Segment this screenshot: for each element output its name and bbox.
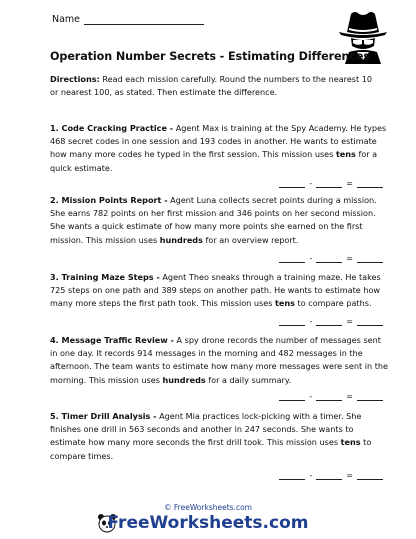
- answer-blank[interactable]: [316, 254, 342, 263]
- mission-title: 3. Training Maze Steps -: [50, 272, 160, 282]
- mission-title: 5. Timer Drill Analysis -: [50, 411, 157, 421]
- mission-body: A spy drone records the number of messages sent in one day. It records 914 messages in the morning and 482 messages in the afternoon. The team wants to estimate how many more messages were sent in the morning. This mission uses: [50, 335, 388, 385]
- answer-blank[interactable]: [316, 392, 342, 401]
- directions-text: Read each mission carefully. Round the numbers to the nearest 10 or nearest 100, as stated. Then estimate the difference.: [50, 74, 373, 98]
- answer-blank[interactable]: [279, 471, 305, 480]
- mission-place: hundreds: [162, 374, 206, 385]
- answer-row-4: [279, 392, 383, 401]
- mission-3: [50, 271, 390, 311]
- answer-blank[interactable]: [357, 254, 383, 263]
- equals-sign: =: [346, 254, 353, 263]
- mission-1: [50, 122, 390, 175]
- mission-tail: for an overview report.: [205, 234, 299, 245]
- answer-blank[interactable]: [279, 254, 305, 263]
- answer-row-2: [279, 254, 383, 263]
- equals-sign: =: [346, 317, 353, 326]
- equals-sign: =: [346, 471, 353, 480]
- footer-url[interactable]: © FreeWorksheets.com: [164, 503, 252, 512]
- name-label: Name: [52, 14, 81, 25]
- minus-sign: -: [309, 392, 313, 401]
- mission-4: [50, 334, 390, 387]
- minus-sign: -: [309, 471, 313, 480]
- mission-title: 4. Message Traffic Review -: [50, 335, 174, 345]
- minus-sign: -: [309, 317, 313, 326]
- equals-sign: =: [346, 392, 353, 401]
- mission-5: [50, 410, 390, 463]
- answer-row-1: [279, 179, 383, 188]
- mission-body: Agent Mia practices lock-picking with a timer. She finishes one drill in 563 seconds and another in 247 seconds. She wants to estimate how many more seconds the first drill took. This mission uses: [50, 411, 362, 448]
- mission-2: [50, 194, 390, 247]
- answer-blank[interactable]: [316, 317, 342, 326]
- answer-blank[interactable]: [357, 471, 383, 480]
- mission-title: 2. Mission Points Report -: [50, 195, 168, 205]
- minus-sign: -: [309, 179, 313, 188]
- answer-blank[interactable]: [279, 317, 305, 326]
- equals-sign: =: [346, 179, 353, 188]
- answer-blank[interactable]: [357, 392, 383, 401]
- name-line[interactable]: [84, 13, 204, 25]
- mission-tail: for a quick estimate.: [50, 149, 378, 173]
- directions: [50, 73, 380, 99]
- worksheet-title: Operation Number Secrets - Estimating Differences: [50, 50, 370, 63]
- mission-place: hundreds: [159, 234, 203, 245]
- answer-row-3: [279, 317, 383, 326]
- mission-body: Agent Theo sneaks through a training maze. He takes 725 steps on one path and 389 steps on another path. He wants to estimate how many more steps the first path took. This mission uses: [50, 272, 381, 309]
- name-row: [52, 13, 204, 25]
- answer-blank[interactable]: [357, 179, 383, 188]
- mission-tail: to compare times.: [50, 437, 372, 461]
- mission-place: tens: [275, 298, 295, 309]
- mission-tail: to compare paths.: [297, 298, 372, 309]
- answer-row-5: [279, 471, 383, 480]
- mission-body: Agent Luna collects secret points during a mission. She earns 782 points on her first mission and 346 points on her second mission. She wants a quick estimate of how many more points she earned on the first mission. This mission uses: [50, 195, 377, 245]
- footer-brand[interactable]: FreeWorksheets.com: [107, 513, 309, 533]
- mission-title: 1. Code Cracking Practice -: [50, 123, 174, 133]
- answer-blank[interactable]: [316, 471, 342, 480]
- minus-sign: -: [309, 254, 313, 263]
- mission-place: tens: [335, 149, 356, 160]
- answer-blank[interactable]: [279, 179, 305, 188]
- answer-blank[interactable]: [357, 317, 383, 326]
- answer-blank[interactable]: [316, 179, 342, 188]
- directions-label: Directions:: [50, 74, 100, 84]
- mission-place: tens: [340, 437, 361, 448]
- mission-body: Agent Max is training at the Spy Academy. He types 468 secret codes in one session and 193 codes in another. He wants to estimate how many more codes he typed in the first session. This mission uses: [50, 123, 387, 160]
- answer-blank[interactable]: [279, 392, 305, 401]
- mission-tail: for a daily summary.: [208, 374, 292, 385]
